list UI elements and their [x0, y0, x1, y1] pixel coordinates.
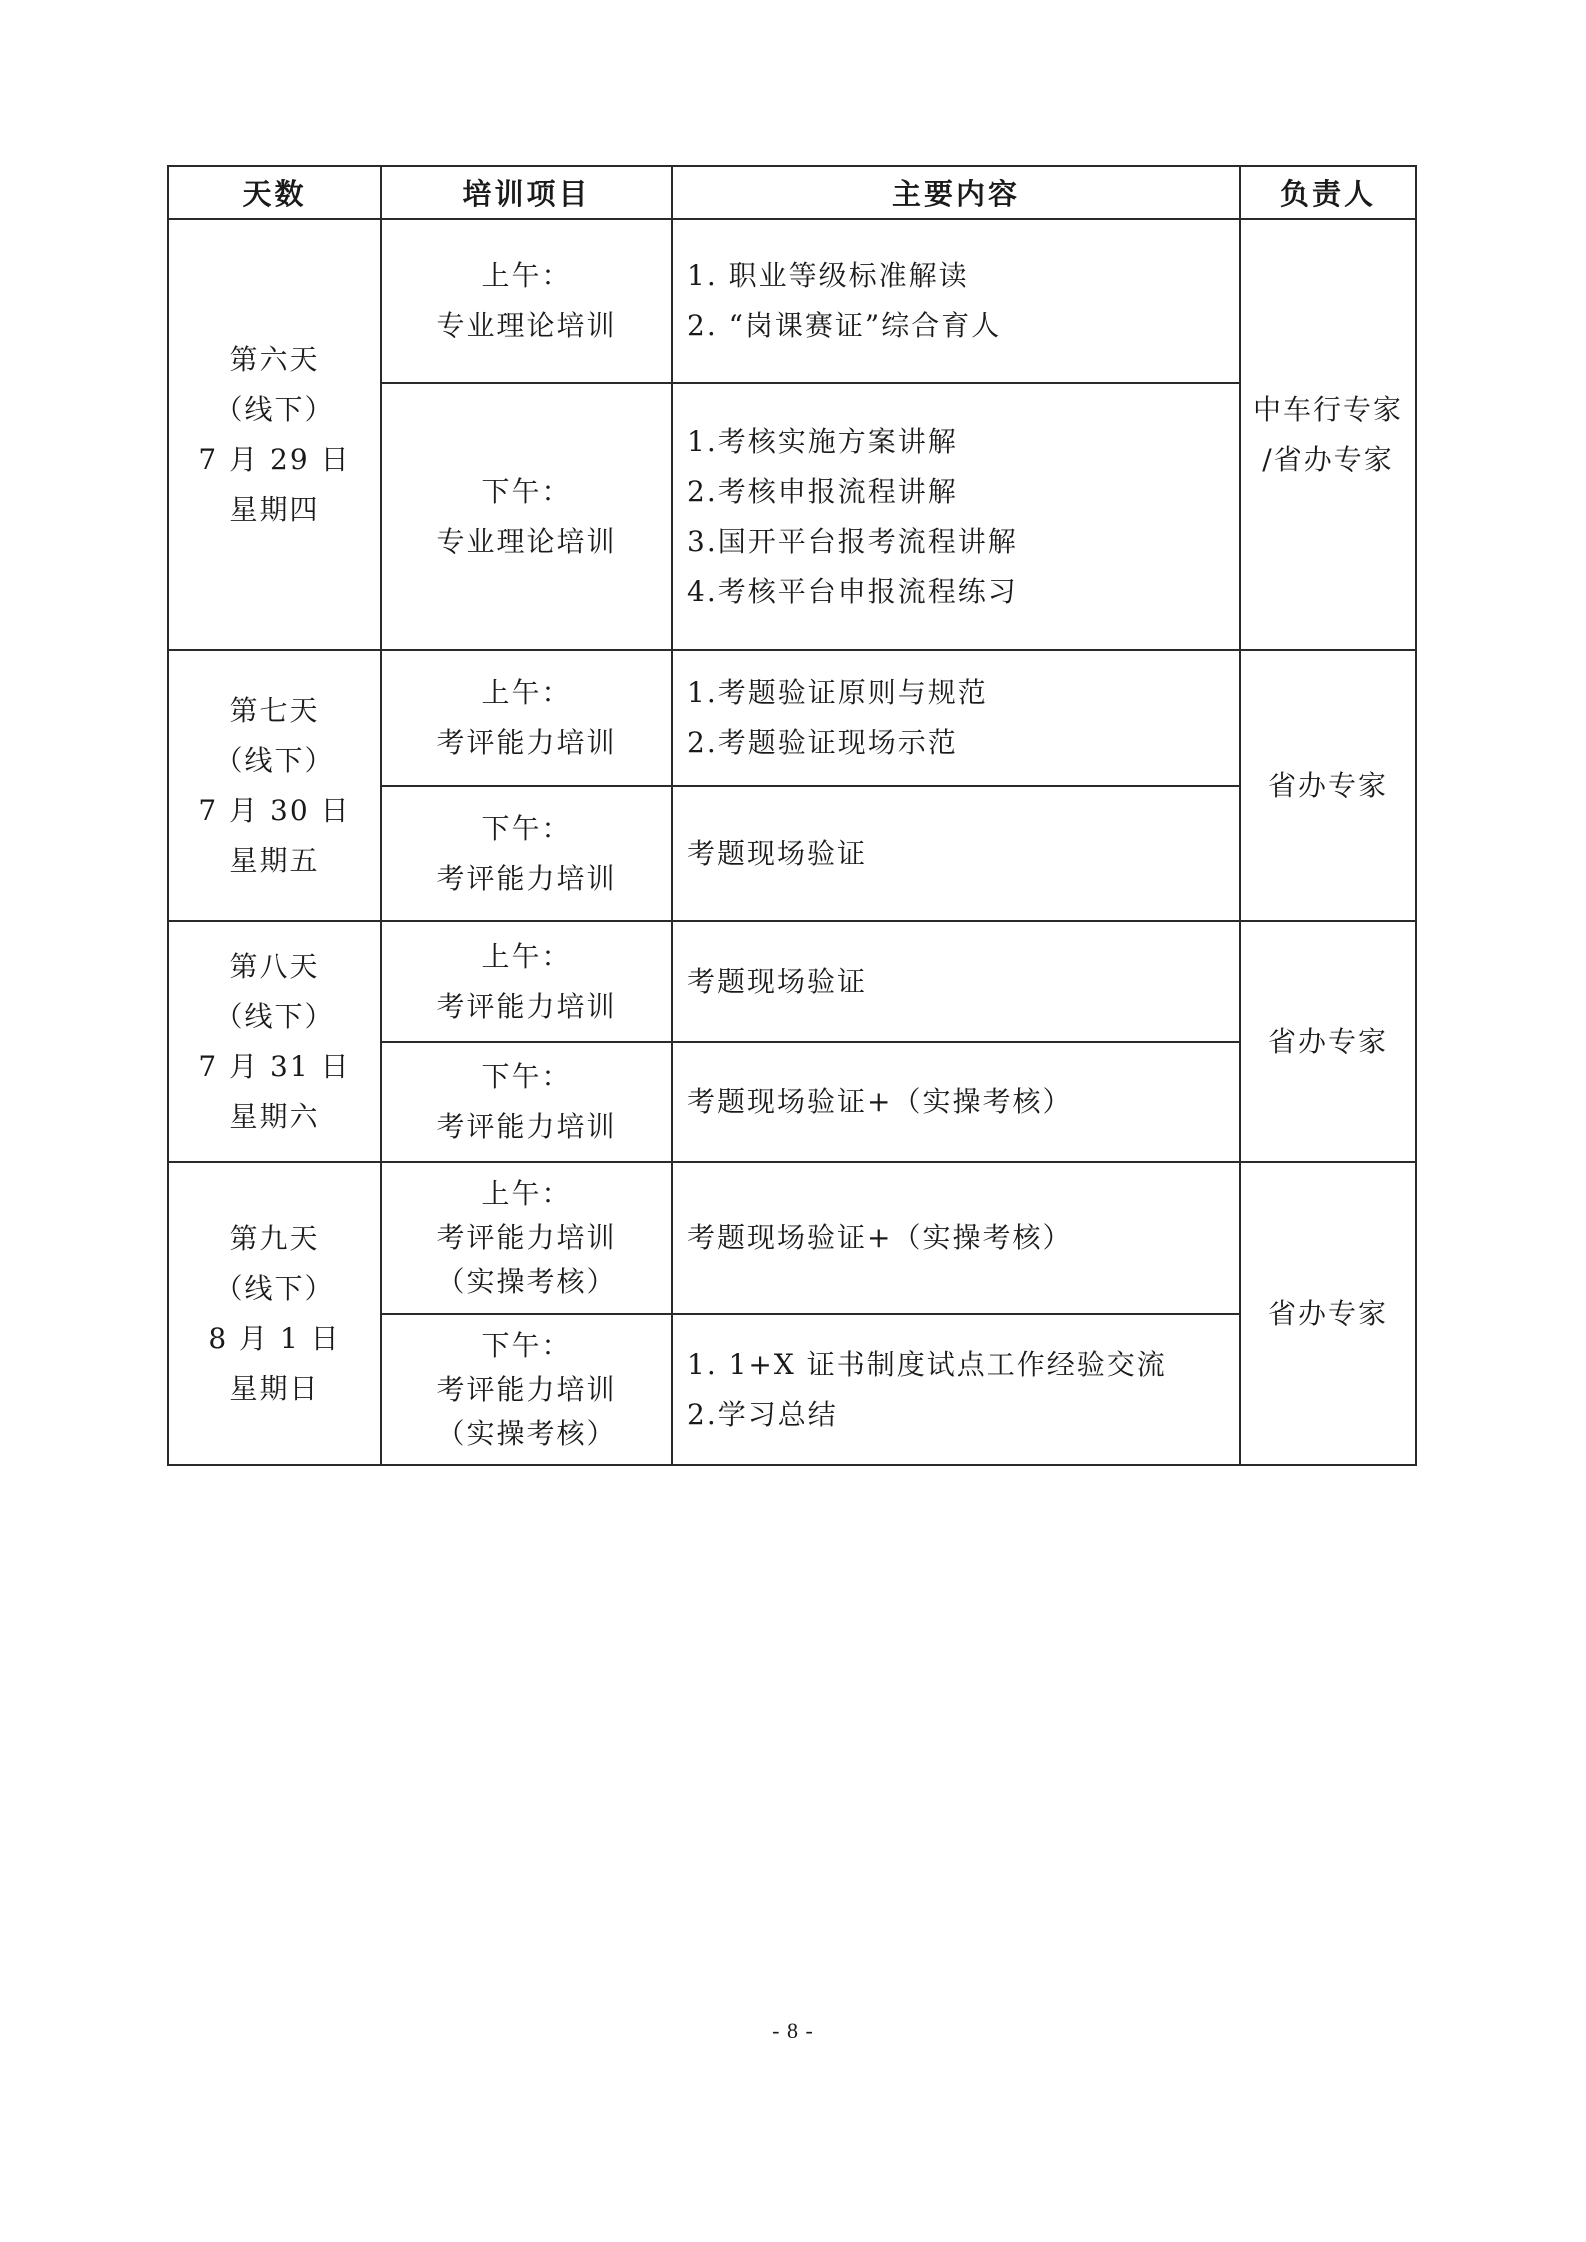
- day-name: 第九天: [229, 1221, 320, 1255]
- day-cell: [168, 650, 381, 921]
- content-cell: [672, 650, 1240, 786]
- session-topic: 专业理论培训: [436, 524, 617, 558]
- content-line: 考题现场验证+（实操考核）: [687, 1221, 1073, 1254]
- table-row: [168, 650, 1416, 786]
- session-time: 上午：: [481, 259, 572, 292]
- owner-cell: [1240, 1162, 1416, 1465]
- day-date: 7 月 31 日: [198, 1049, 351, 1083]
- day-weekday: 星期六: [229, 1099, 320, 1133]
- table-row: [168, 1162, 1416, 1314]
- content-line: 1. 职业等级标准解读: [687, 259, 969, 292]
- day-name: 第七天: [229, 693, 320, 727]
- owner-line: /省办专家: [1262, 442, 1394, 476]
- item-cell: [381, 219, 672, 383]
- table-header-row: [168, 166, 1416, 219]
- item-cell: [381, 1162, 672, 1314]
- session-time: 下午：: [481, 1060, 572, 1093]
- day-date: 7 月 30 日: [198, 793, 351, 827]
- training-schedule-table: [167, 165, 1417, 1466]
- item-cell: [381, 383, 672, 650]
- content-line: 1. 1+X 证书制度试点工作经验交流: [687, 1347, 1167, 1381]
- content-line: 考题现场验证: [687, 964, 868, 998]
- session-topic: 考评能力培训: [436, 1221, 617, 1254]
- day-mode: （线下）: [214, 743, 335, 777]
- day-weekday: 星期四: [229, 492, 320, 526]
- session-time: 上午：: [481, 939, 572, 973]
- item-cell: [381, 1314, 672, 1465]
- session-topic: 考评能力培训: [436, 1110, 617, 1143]
- session-topic: 考评能力培训: [436, 1372, 617, 1406]
- header-day: 天数: [168, 166, 381, 219]
- content-cell: [672, 1042, 1240, 1162]
- owner-cell: [1240, 921, 1416, 1162]
- day-name: 第八天: [229, 949, 320, 983]
- content-line: 考题现场验证+（实操考核）: [687, 1085, 1073, 1118]
- day-weekday: 星期五: [229, 843, 320, 877]
- header-owner: 负责人: [1240, 166, 1416, 219]
- content-line: 2.考核申报流程讲解: [687, 474, 958, 508]
- content-cell: [672, 786, 1240, 921]
- owner-line: 省办专家: [1267, 1296, 1388, 1330]
- content-line: 4.考核平台申报流程练习: [687, 574, 1018, 608]
- session-topic: 考评能力培训: [436, 726, 617, 759]
- session-topic: 专业理论培训: [436, 309, 617, 342]
- day-cell: [168, 219, 381, 650]
- content-line: 2.学习总结: [687, 1397, 838, 1431]
- owner-line: 中车行专家: [1252, 392, 1403, 426]
- session-topic: 考评能力培训: [436, 989, 617, 1023]
- day-cell: [168, 921, 381, 1162]
- owner-line: 省办专家: [1267, 1024, 1388, 1058]
- session-time: 下午：: [481, 474, 572, 508]
- session-note: （实操考核）: [436, 1416, 617, 1450]
- day-cell: [168, 1162, 381, 1465]
- content-cell: [672, 921, 1240, 1042]
- content-line: 2. “岗课赛证”综合育人: [687, 309, 1002, 342]
- content-line: 1.考核实施方案讲解: [687, 424, 958, 458]
- item-cell: [381, 921, 672, 1042]
- item-cell: [381, 650, 672, 786]
- day-weekday: 星期日: [229, 1371, 320, 1405]
- session-time: 上午：: [481, 676, 572, 709]
- table-row: [168, 219, 1416, 383]
- day-mode: （线下）: [214, 392, 335, 426]
- day-name: 第六天: [229, 342, 320, 376]
- owner-line: 省办专家: [1267, 768, 1388, 802]
- content-line: 考题现场验证: [687, 836, 868, 870]
- session-note: （实操考核）: [436, 1265, 617, 1298]
- content-cell: [672, 219, 1240, 383]
- day-mode: （线下）: [214, 999, 335, 1033]
- header-content: 主要内容: [672, 166, 1240, 219]
- session-time: 下午：: [481, 1328, 572, 1362]
- session-topic: 考评能力培训: [436, 861, 617, 895]
- owner-cell: [1240, 219, 1416, 650]
- session-time: 上午：: [481, 1177, 572, 1210]
- item-cell: [381, 1042, 672, 1162]
- owner-cell: [1240, 650, 1416, 921]
- item-cell: [381, 786, 672, 921]
- day-mode: （线下）: [214, 1271, 335, 1305]
- session-time: 下午：: [481, 811, 572, 845]
- page-number: - 8 -: [772, 2018, 814, 2043]
- content-cell: [672, 383, 1240, 650]
- content-cell: [672, 1314, 1240, 1465]
- content-line: 3.国开平台报考流程讲解: [687, 524, 1018, 558]
- content-cell: [672, 1162, 1240, 1314]
- day-date: 7 月 29 日: [198, 442, 351, 476]
- content-line: 1.考题验证原则与规范: [687, 676, 988, 709]
- day-date: 8 月 1 日: [208, 1321, 341, 1355]
- content-line: 2.考题验证现场示范: [687, 726, 958, 759]
- header-item: 培训项目: [381, 166, 672, 219]
- table-row: [168, 921, 1416, 1042]
